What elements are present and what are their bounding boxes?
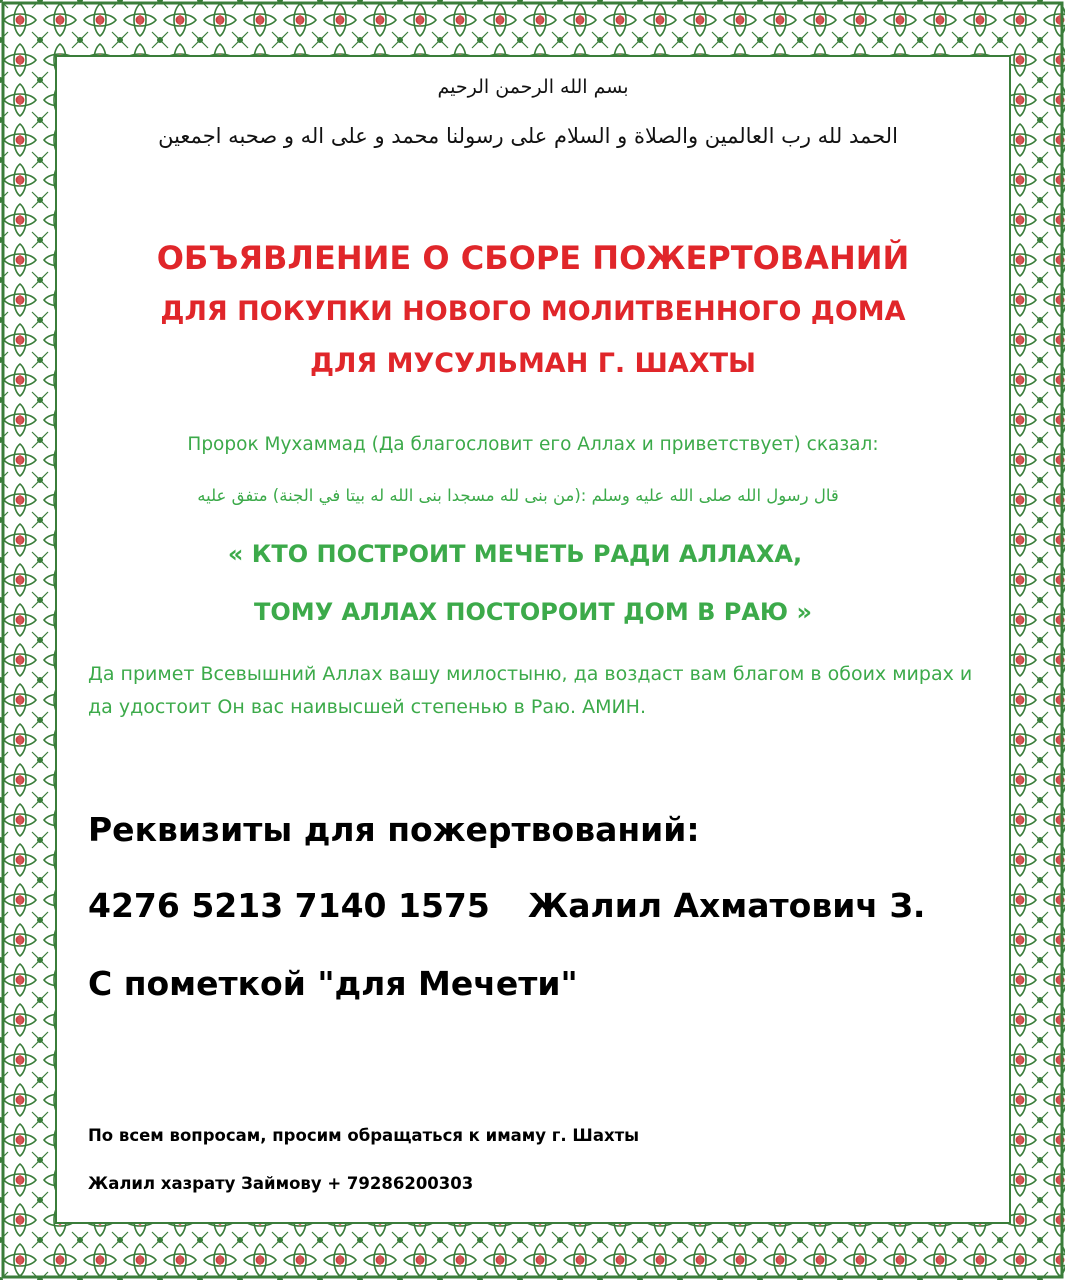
recipient-name: Жалил Ахматович З. [527,886,926,925]
hamd-text: الحمد لله رب العالمين والصلاة و السلام على رسولنا محمد و على اله و صحبه اجمعين [158,124,898,148]
basmala-text: بسم الله الرحمن الرحيم [437,76,629,98]
announcement-subtitle-1: ДЛЯ ПОКУПКИ НОВОГО МОЛИТВЕННОГО ДОМА [160,296,906,327]
announcement-title: ОБЪЯВЛЕНИЕ О СБОРЕ ПОЖЕРТОВАНИЙ [156,239,910,277]
announcement-title-block [58,230,1008,390]
donation-note: С пометкой "для Мечети" [88,964,578,1003]
announcement-subtitle-2: ДЛЯ МУСУЛЬМАН Г. ШАХТЫ [309,348,757,379]
hadith-quote-line-1: « КТО ПОСТРОИТ МЕЧЕТЬ РАДИ АЛЛАХА, [227,540,803,568]
card-number: 4276 5213 7140 1575 [88,886,490,925]
donation-details-title: Реквизиты для пожертвований: [88,810,700,849]
hadith-quote-line-2: ТОМУ АЛЛАХ ПОСТОРОИТ ДОМ В РАЮ » [254,598,812,626]
hadith-intro: Пророк Мухаммад (Да благословит его Аллах и приветствует) сказал: [187,434,879,455]
blessing-text: Да примет Всевышний Аллах вашу милостыню, да воздаст вам благом в обоих мирах и да удостоит Он вас наивысшей степенью в Раю. АМИН. [88,663,973,718]
announcement-content [58,58,1008,1221]
donation-details-line [88,886,1018,925]
hadith-arabic: قال رسول الله صلى الله عليه وسلم :(من بنى لله مسجدا بنى الله له بيتا في الجنة) متفق عليه [197,486,839,505]
contact-line-1: По всем вопросам, просим обращаться к имаму г. Шахты [88,1126,640,1145]
contact-line-2: Жалил хазрату Займову + 79286200303 [88,1174,474,1193]
